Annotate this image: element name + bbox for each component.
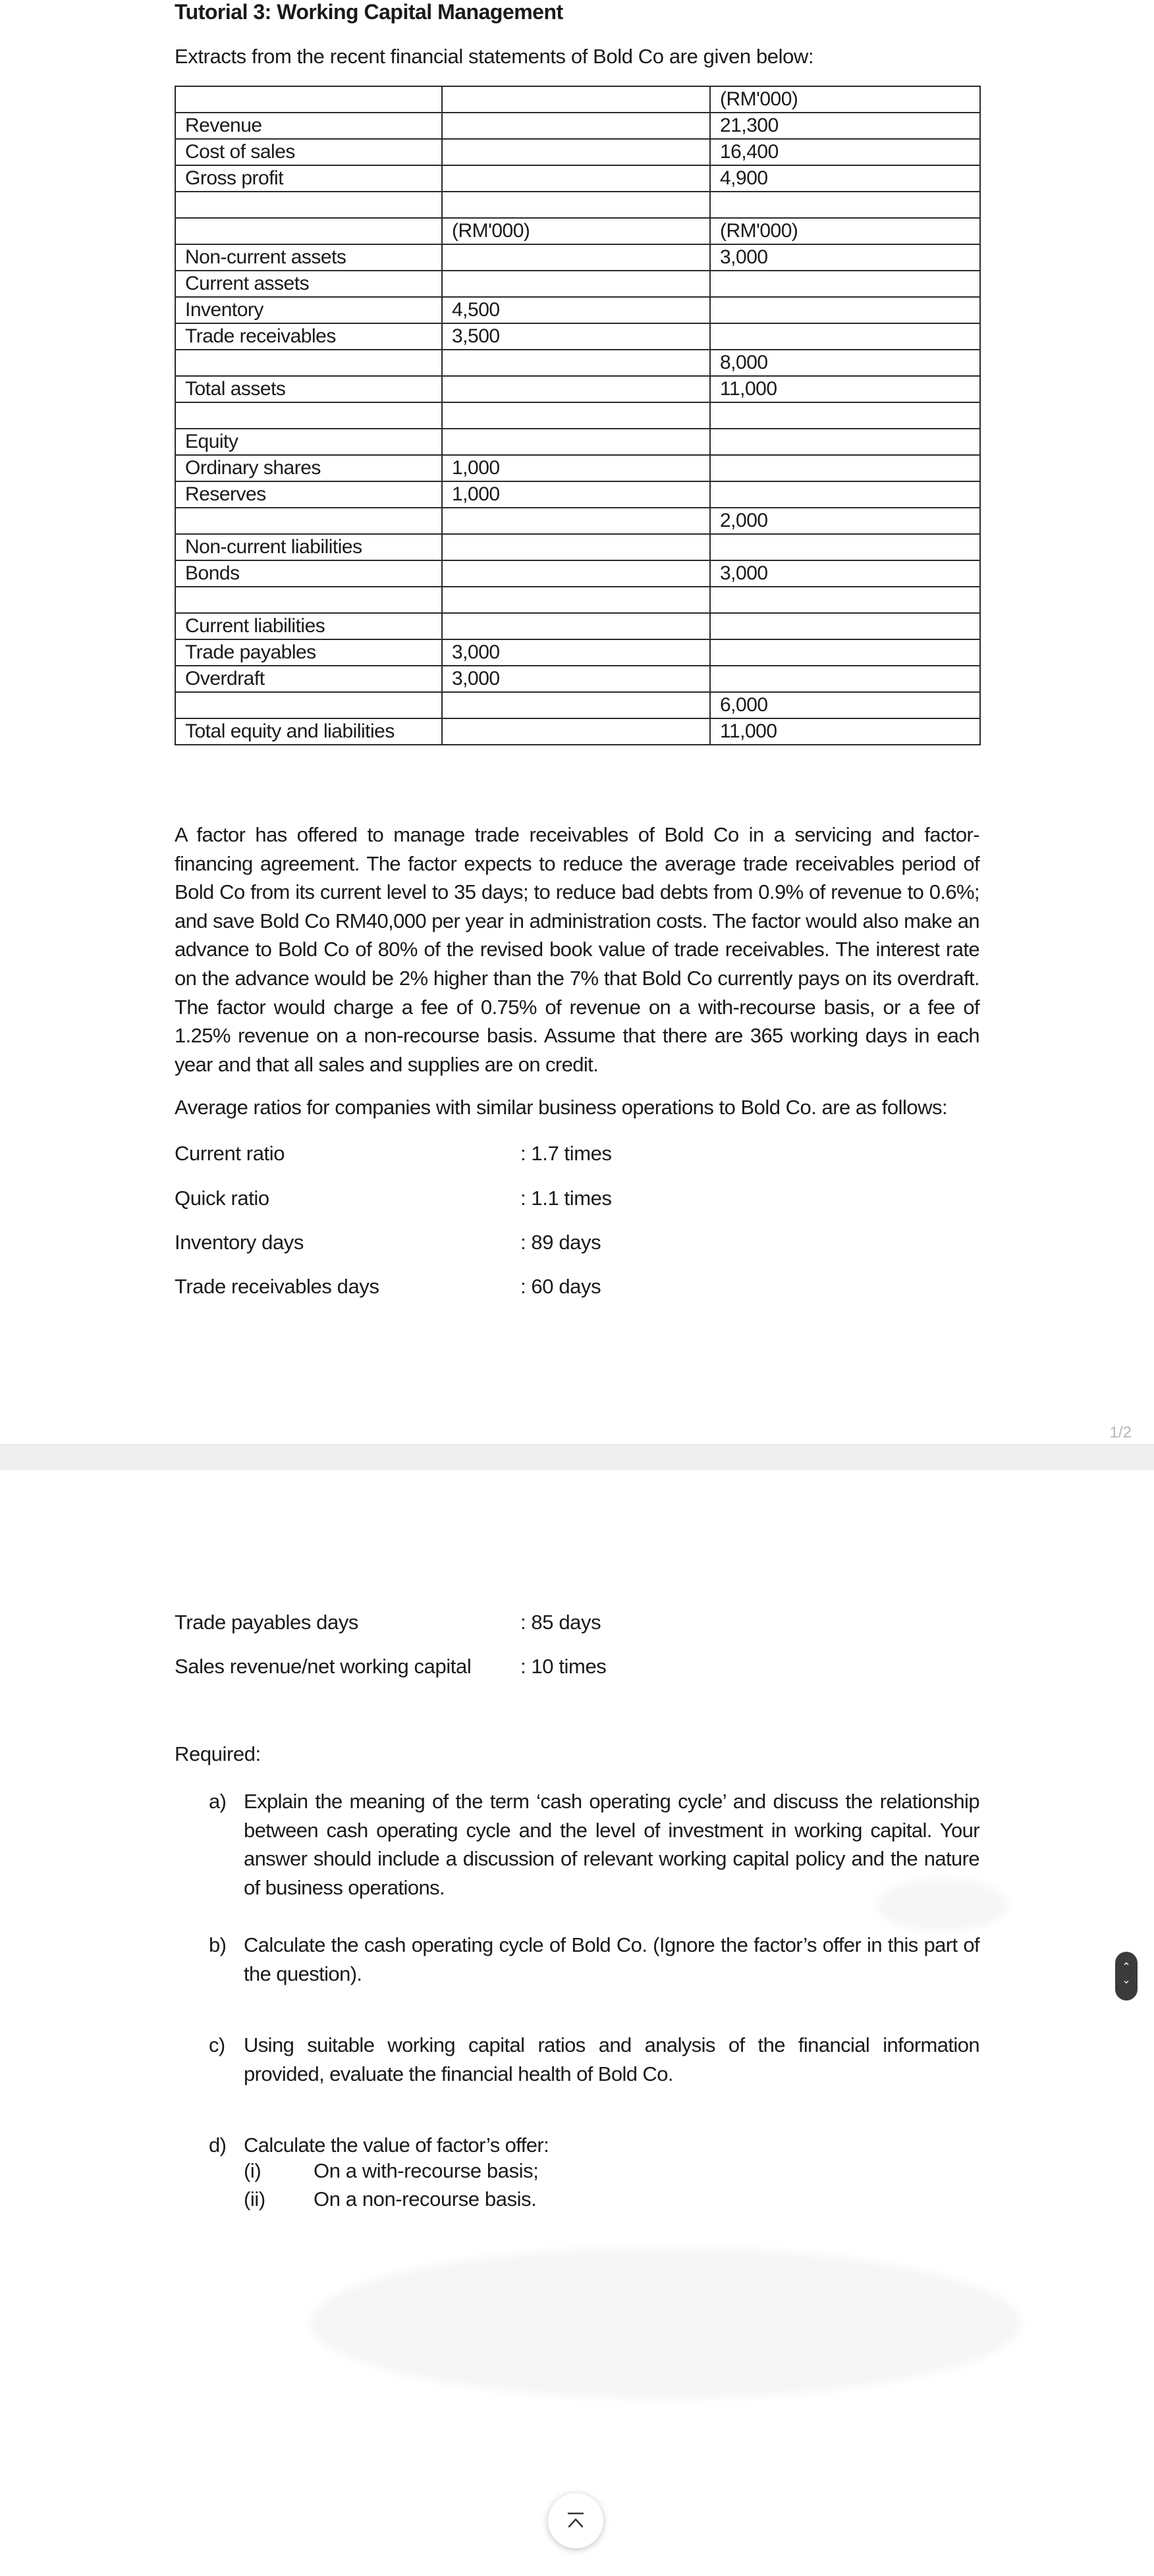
table-row bbox=[175, 692, 980, 718]
table-cell bbox=[710, 429, 980, 455]
table-row bbox=[175, 86, 980, 113]
table-cell: 3,000 bbox=[442, 666, 710, 692]
ratio-value: : 85 days bbox=[520, 1611, 601, 1634]
sub-item-text: On a non-recourse basis. bbox=[314, 2187, 537, 2211]
ratio-label: Inventory days bbox=[175, 1231, 304, 1254]
question-label: d) bbox=[209, 2133, 227, 2157]
table-cell: 1,000 bbox=[442, 455, 710, 481]
table-cell bbox=[442, 139, 710, 165]
table-cell bbox=[175, 86, 442, 113]
table-cell bbox=[442, 402, 710, 429]
table-cell bbox=[710, 323, 980, 350]
table-cell: 4,900 bbox=[710, 165, 980, 192]
table-cell bbox=[175, 218, 442, 244]
table-row bbox=[175, 139, 980, 165]
table-cell bbox=[442, 86, 710, 113]
question-text: Calculate the cash operating cycle of Bold Co. (Ignore the factor’s offer in this part of the question). bbox=[244, 1933, 979, 1985]
document-page-2 bbox=[0, 1470, 1154, 2576]
question-text: Explain the meaning of the term ‘cash operating cycle’ and discuss the relationship between cash operating cycle and the level of investment in working capital. Your answer should include a discussion of relevant working capital policy and the nature of business operations. bbox=[244, 1790, 979, 1899]
table-row bbox=[175, 534, 980, 560]
table-cell bbox=[442, 376, 710, 402]
table-row bbox=[175, 271, 980, 297]
question-label: c) bbox=[209, 2033, 225, 2056]
table-cell: Trade payables bbox=[175, 639, 442, 666]
table-cell: Current assets bbox=[175, 271, 442, 297]
question-a bbox=[209, 1787, 979, 1906]
table-cell: Non-current liabilities bbox=[175, 534, 442, 560]
required-heading: Required: bbox=[175, 1742, 261, 1765]
financial-statements-table bbox=[175, 86, 981, 745]
table-cell: Ordinary shares bbox=[175, 455, 442, 481]
table-cell: 3,000 bbox=[710, 560, 980, 587]
table-cell bbox=[175, 402, 442, 429]
table-cell: Revenue bbox=[175, 113, 442, 139]
table-cell: 4,500 bbox=[442, 297, 710, 323]
table-cell: Non-current assets bbox=[175, 244, 442, 271]
table-cell: Cost of sales bbox=[175, 139, 442, 165]
table-cell bbox=[442, 429, 710, 455]
table-row bbox=[175, 192, 980, 218]
sub-item-label: (i) bbox=[244, 2159, 261, 2182]
table-cell bbox=[442, 534, 710, 560]
table-row bbox=[175, 350, 980, 376]
factor-paragraph: A factor has offered to manage trade receivables of Bold Co in a servicing and factor-financing agreement. The factor expects to reduce the average trade receivables period of Bold Co from its current level to 35 days; to reduce bad debts from 0.9% of revenue to 0.6%; and save Bold Co RM40,000 per year in administration costs. The factor would also make an advance to Bold Co of 80% of the revised book value of trade receivables. The interest rate on the advance would be 2% higher than the 7% that Bold Co currently pays on its overdraft. The factor would charge a fee of 0.75% of revenue on a with-recourse basis, or a fee of 1.25% revenue on a non-recourse basis. Assume that there are 365 working days in each year and that all sales and supplies are on credit. bbox=[175, 823, 979, 1076]
table-cell: (RM'000) bbox=[710, 218, 980, 244]
table-row bbox=[175, 560, 980, 587]
table-cell: Overdraft bbox=[175, 666, 442, 692]
scan-smudge bbox=[310, 2247, 1021, 2399]
table-cell bbox=[710, 613, 980, 639]
table-cell: 11,000 bbox=[710, 718, 980, 745]
table-row bbox=[175, 587, 980, 613]
table-cell: Total equity and liabilities bbox=[175, 718, 442, 745]
ratio-value: : 60 days bbox=[520, 1275, 601, 1298]
table-cell: 3,000 bbox=[442, 639, 710, 666]
table-cell bbox=[442, 192, 710, 218]
table-row bbox=[175, 639, 980, 666]
table-cell bbox=[710, 587, 980, 613]
table-row bbox=[175, 218, 980, 244]
table-cell bbox=[710, 455, 980, 481]
ratio-label: Current ratio bbox=[175, 1142, 285, 1165]
question-text: Calculate the value of factor’s offer: bbox=[244, 2133, 549, 2157]
table-cell: Equity bbox=[175, 429, 442, 455]
table-cell bbox=[175, 692, 442, 718]
question-c bbox=[209, 2031, 979, 2090]
table-row bbox=[175, 113, 980, 139]
table-cell bbox=[442, 692, 710, 718]
table-cell: Reserves bbox=[175, 481, 442, 508]
question-d bbox=[209, 2131, 979, 2160]
table-cell bbox=[442, 560, 710, 587]
table-cell bbox=[710, 534, 980, 560]
table-cell: 21,300 bbox=[710, 113, 980, 139]
document-title: Tutorial 3: Working Capital Management bbox=[175, 0, 563, 24]
page-indicator: 1/2 bbox=[1109, 1424, 1132, 1441]
table-cell: Total assets bbox=[175, 376, 442, 402]
table-cell bbox=[710, 192, 980, 218]
table-cell: Bonds bbox=[175, 560, 442, 587]
table-cell bbox=[710, 481, 980, 508]
table-cell bbox=[442, 613, 710, 639]
table-cell: (RM'000) bbox=[710, 86, 980, 113]
table-cell bbox=[442, 113, 710, 139]
question-label: a) bbox=[209, 1790, 227, 1813]
ratio-label: Trade payables days bbox=[175, 1611, 359, 1634]
back-to-top-button[interactable] bbox=[548, 2493, 603, 2548]
table-cell: Gross profit bbox=[175, 165, 442, 192]
table-cell: 11,000 bbox=[710, 376, 980, 402]
page-scroll-control[interactable] bbox=[1115, 1952, 1138, 2000]
table-row bbox=[175, 613, 980, 639]
table-cell: (RM'000) bbox=[442, 218, 710, 244]
ratio-label: Sales revenue/net working capital bbox=[175, 1655, 472, 1678]
table-row bbox=[175, 297, 980, 323]
table-cell bbox=[710, 639, 980, 666]
table-cell bbox=[710, 271, 980, 297]
table-row bbox=[175, 323, 980, 350]
question-label: b) bbox=[209, 1933, 227, 1956]
table-cell bbox=[442, 350, 710, 376]
chevron-up-icon[interactable]: ⌃ bbox=[1122, 1962, 1131, 1973]
back-to-top-icon bbox=[548, 2493, 603, 2548]
table-cell bbox=[442, 244, 710, 271]
table-row bbox=[175, 402, 980, 429]
table-cell: 6,000 bbox=[710, 692, 980, 718]
table-cell bbox=[175, 508, 442, 534]
table-row bbox=[175, 481, 980, 508]
table-cell: 2,000 bbox=[710, 508, 980, 534]
table-row bbox=[175, 429, 980, 455]
question-text: Using suitable working capital ratios and analysis of the financial information provided, evaluate the financial health of Bold Co. bbox=[244, 2033, 979, 2085]
ratio-label: Quick ratio bbox=[175, 1187, 269, 1210]
question-b bbox=[209, 1931, 979, 1990]
table-cell bbox=[710, 666, 980, 692]
ratio-value: : 10 times bbox=[520, 1655, 607, 1678]
table-cell: 16,400 bbox=[710, 139, 980, 165]
table-row bbox=[175, 718, 980, 745]
table-cell bbox=[710, 402, 980, 429]
table-cell bbox=[710, 297, 980, 323]
table-cell: 1,000 bbox=[442, 481, 710, 508]
table-cell bbox=[442, 718, 710, 745]
table-row bbox=[175, 508, 980, 534]
table-cell: 3,500 bbox=[442, 323, 710, 350]
ratios-intro: Average ratios for companies with similar business operations to Bold Co. are as follows: bbox=[175, 1096, 948, 1119]
ratio-label: Trade receivables days bbox=[175, 1275, 379, 1298]
ratio-value: : 1.1 times bbox=[520, 1187, 612, 1210]
table-row bbox=[175, 455, 980, 481]
table-cell bbox=[442, 587, 710, 613]
table-cell: 3,000 bbox=[710, 244, 980, 271]
table-cell: Inventory bbox=[175, 297, 442, 323]
table-cell bbox=[442, 271, 710, 297]
table-cell bbox=[175, 192, 442, 218]
table-cell bbox=[442, 508, 710, 534]
chevron-down-icon[interactable]: ⌄ bbox=[1122, 1975, 1131, 1986]
table-cell: Current liabilities bbox=[175, 613, 442, 639]
table-cell bbox=[175, 587, 442, 613]
table-row bbox=[175, 666, 980, 692]
table-cell: Trade receivables bbox=[175, 323, 442, 350]
sub-item-label: (ii) bbox=[244, 2187, 265, 2211]
ratio-value: : 1.7 times bbox=[520, 1142, 612, 1165]
table-cell bbox=[442, 165, 710, 192]
table-row bbox=[175, 376, 980, 402]
table-cell bbox=[175, 350, 442, 376]
table-row bbox=[175, 165, 980, 192]
intro-text: Extracts from the recent financial statements of Bold Co are given below: bbox=[175, 45, 814, 68]
table-row bbox=[175, 244, 980, 271]
sub-item-text: On a with-recourse basis; bbox=[314, 2159, 539, 2182]
page-separator bbox=[0, 1444, 1154, 1471]
ratio-value: : 89 days bbox=[520, 1231, 601, 1254]
table-cell: 8,000 bbox=[710, 350, 980, 376]
